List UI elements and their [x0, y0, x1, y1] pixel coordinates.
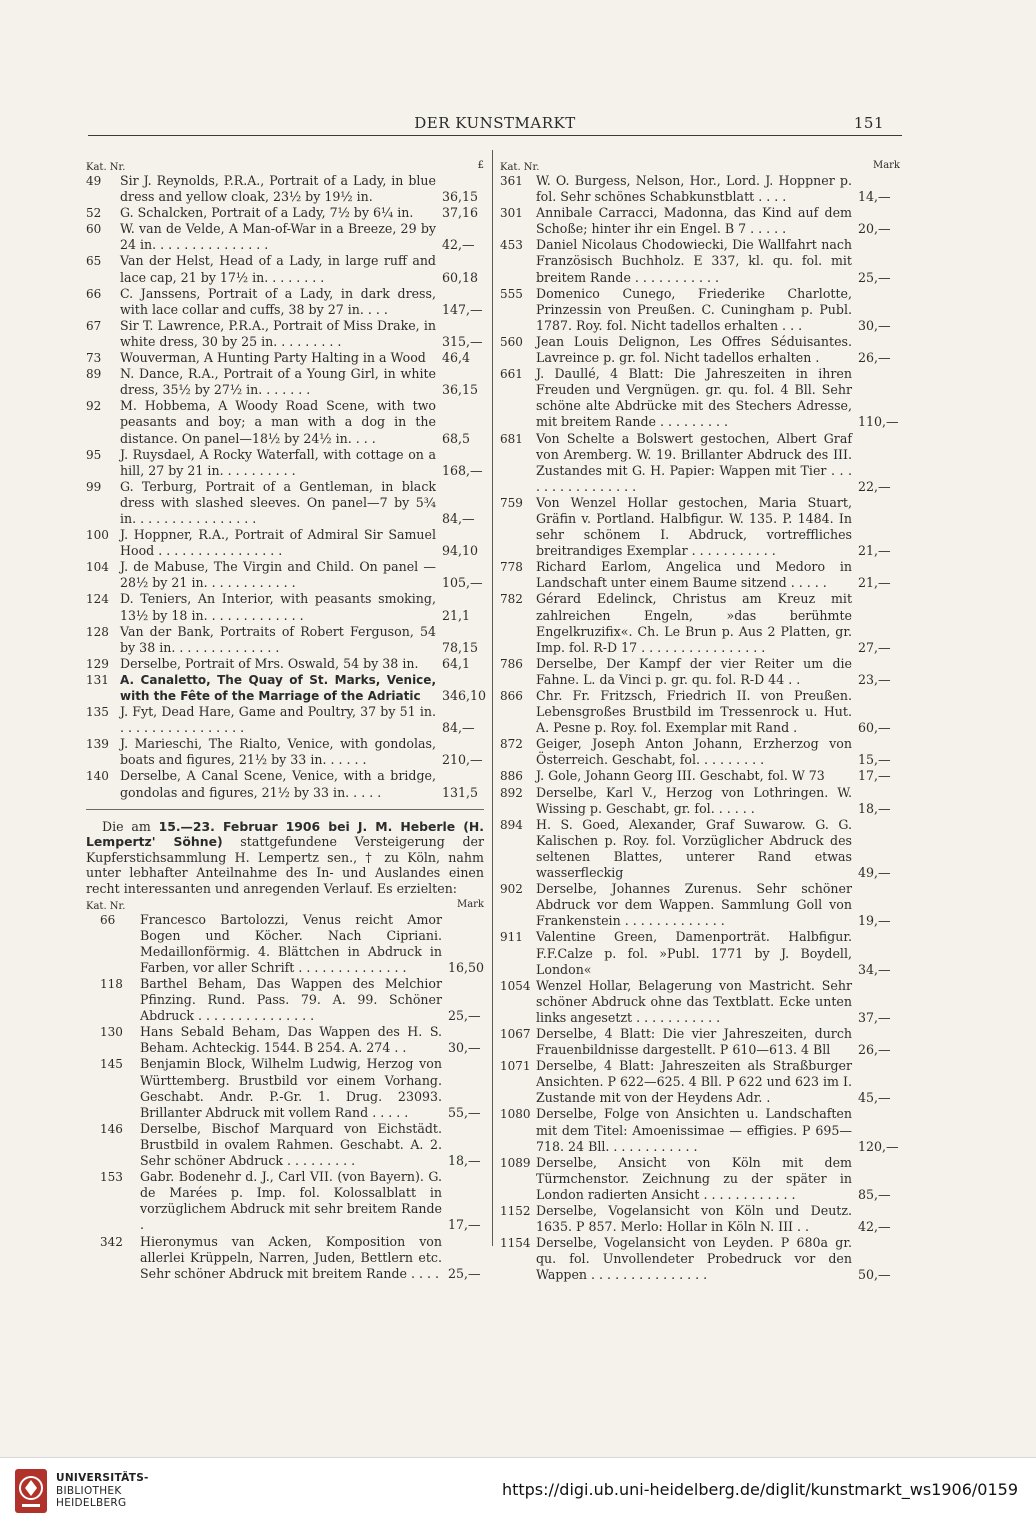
entry-price: 30,— [858, 317, 891, 333]
catalog-entry [86, 253, 484, 285]
entry-number: 555 [500, 286, 523, 301]
entry-description: Derselbe, A Canal Scene, Venice, with a bridge, gondolas and figures, 21½ by 33 in. . . . . [120, 768, 436, 800]
entry-description: Sir J. Reynolds, P.R.A., Portrait of a Lady, in blue dress and yellow cloak, 23½ by 19½ in. [120, 173, 436, 205]
column-header [500, 160, 900, 173]
catalog-entry [86, 318, 484, 350]
catalog-entry [86, 286, 484, 318]
catalog-entry [500, 929, 900, 977]
entry-number: 1054 [500, 978, 531, 993]
entry-description: C. Janssens, Portrait of a Lady, in dark dress, with lace collar and cuffs, 38 by 27 in. . . . [120, 285, 436, 317]
entry-description: Valentine Green, Damenporträt. Halbfigur. F.F.Calze p. fol. »Publ. 1771 by J. Boydell, London« [536, 929, 852, 977]
entry-number: 778 [500, 560, 523, 575]
catalog-entry [86, 704, 484, 736]
entry-description: Geiger, Joseph Anton Johann, Erzherzog von Österreich. Geschabt, fol. . . . . . . . . [536, 736, 852, 768]
entry-number: 911 [500, 930, 523, 945]
catalog-entry [500, 1106, 900, 1154]
catalog-entry [86, 398, 484, 446]
entry-price: 84,— [442, 720, 475, 736]
catalog-entry [500, 978, 900, 1026]
entry-price: 22,— [858, 478, 891, 494]
entry-price: 25,— [858, 269, 891, 285]
entry-description: Jean Louis Delignon, Les Offres Séduisantes. Lavreince p. gr. fol. Nicht tadellos erhalten . [536, 333, 852, 366]
entry-number: 118 [100, 977, 123, 991]
entry-number: 139 [86, 737, 109, 752]
catalog-number-label: Kat. Nr. [86, 162, 126, 173]
permalink-url[interactable]: https://digi.ub.uni-heidelberg.de/diglit/kunstmarkt_ws1906/0159 [501, 1480, 1018, 1499]
entry-number: 902 [500, 882, 523, 897]
entry-price: 36,15 [442, 189, 479, 205]
entry-description: Daniel Nicolaus Chodowiecki, Die Wallfahrt nach Französisch Buchholz. E 337, kl. qu. fol. mit breitem Rande . . . . . . . . . . . [536, 237, 852, 285]
catalog-entry [86, 768, 484, 800]
entry-description: Derselbe, 4 Blatt: Die vier Jahreszeiten, durch Frauenbildnisse dargestellt. P 610—613. 4 Bll [536, 1025, 852, 1058]
entry-description: Van der Bank, Portraits of Robert Ferguson, 54 by 38 in. . . . . . . . . . . . . . [120, 623, 436, 655]
entry-price: 26,— [858, 350, 891, 366]
entry-number: 145 [100, 1057, 123, 1072]
entry-price: 18,— [448, 1153, 481, 1169]
entry-description: Wouverman, A Hunting Party Halting in a Wood [120, 350, 426, 366]
entry-description: Derselbe, Ansicht von Köln mit dem Türmchenstor. Zeichnung zu der später in London radierten Ansicht . . . . . . . . . . . . [536, 1154, 852, 1202]
entry-number: 60 [86, 222, 102, 237]
catalog-entry [500, 366, 900, 430]
entry-description: M. Hobbema, A Woody Road Scene, with two peasants and boy; a man with a dog in the distance. On panel—18½ by 24½ in. . . . [120, 398, 436, 446]
catalog-entry [86, 221, 484, 253]
entry-description: Derselbe, Johannes Zurenus. Sehr schöner Abdruck vor dem Wappen. Sammlung Goll von Frankenstein . . . . . . . . . . . . . [536, 881, 852, 929]
catalog-entry [500, 495, 900, 559]
section-divider [86, 809, 484, 810]
entry-description: Van der Helst, Head of a Lady, in large ruff and lace cap, 21 by 17½ in. . . . . . . . [120, 253, 436, 285]
entry-price: 55,— [448, 1104, 481, 1120]
entry-number: 89 [86, 367, 102, 382]
entry-description: W. van de Velde, A Man-of-War in a Breeze, 29 by 24 in. . . . . . . . . . . . . . . [120, 221, 436, 253]
page-title: DER KUNSTMARKT [414, 114, 576, 132]
column-divider [492, 150, 493, 1246]
entry-description: G. Schalcken, Portrait of a Lady, 7½ by 6¼ in. [120, 205, 414, 221]
catalog-entry [86, 1056, 484, 1120]
entry-number: 73 [86, 351, 102, 366]
entry-price: 64,1 [442, 655, 471, 671]
entry-price: 16,50 [448, 959, 485, 975]
entry-price: 34,— [858, 961, 891, 977]
catalog-entry [500, 736, 900, 768]
entry-price: 210,— [442, 752, 483, 768]
catalog-entry [86, 912, 484, 976]
entry-price: 105,— [442, 575, 483, 591]
entry-description: Von Wenzel Hollar gestochen, Maria Stuart, Gräfin v. Portland. Halbfigur. W. 135. P. 1484. In sehr schönem I. Abdruck, vortreffliches breitrandiges Exemplar . . . . . . . . . . . [536, 494, 852, 559]
entry-number: 453 [500, 238, 523, 253]
catalog-list [86, 173, 487, 801]
catalog-entry [500, 559, 900, 591]
entry-price: 78,15 [442, 639, 479, 655]
library-line: UNIVERSITÄTS- [56, 1472, 149, 1484]
entry-price: 42,— [442, 237, 475, 253]
entry-description: H. S. Goed, Alexander, Graf Suwarow. G. G. Kalischen p. Roy. fol. Vorzüglicher Abdruck des seltenen Blattes, unterer Rand etwas wasserfleckig [536, 816, 852, 881]
entry-description: Hans Sebald Beham, Das Wappen des H. S. Beham. Achteckig. 1544. B 254. A. 274 . . [140, 1024, 442, 1056]
catalog-entry [500, 237, 900, 285]
entry-price: 49,— [858, 865, 891, 881]
catalog-entry [86, 1234, 484, 1282]
entry-price: 27,— [858, 639, 891, 655]
entry-price: 50,— [858, 1267, 891, 1283]
entry-number: 1067 [500, 1026, 531, 1041]
catalog-list [86, 912, 484, 1282]
catalog-entry [86, 350, 484, 366]
entry-description: Derselbe, Folge von Ansichten u. Landschaften mit dem Titel: Amoenissimae — effigies. P 695—718. 24 Bll. . . . . . . . . . . . [536, 1106, 852, 1154]
entry-description: Derselbe, Vogelansicht von Köln und Deutz. 1635. P 857. Merlo: Hollar in Köln N. III . . [536, 1203, 852, 1235]
entry-description: Derselbe, 4 Blatt: Jahreszeiten als Straßburger Ansichten. P 622—625. 4 Bll. P 622 und 623 im I. Zustande mit von der Heydens Adr. . [536, 1058, 852, 1106]
entry-number: 128 [86, 624, 109, 639]
entry-price: 315,— [442, 333, 483, 349]
entry-description: J. Gole, Johann Georg III. Geschabt, fol. W 73 [536, 768, 825, 784]
catalog-entry [500, 817, 900, 881]
entry-number: 52 [86, 206, 102, 221]
entry-price: 21,— [858, 543, 891, 559]
entry-description: N. Dance, R.A., Portrait of a Young Girl, in white dress, 35½ by 27½ in. . . . . . . [120, 366, 436, 398]
entry-description: J. Fyt, Dead Hare, Game and Poultry, 37 by 51 in. . . . . . . . . . . . . . . . . [120, 704, 436, 736]
entry-number: 892 [500, 785, 523, 800]
entry-number: 130 [100, 1025, 123, 1040]
entry-description: G. Terburg, Portrait of a Gentleman, in black dress with slashed sleeves. On panel—7 by 5¾ in. . . . . . . . . . . . . . . . [120, 478, 436, 526]
entry-description: Gabr. Bodenehr d. J., Carl VII. (von Bayern). G. de Marées p. Imp. fol. Kolossalblatt in vorzüglichem Abdruck mit sehr breitem Rande . [140, 1169, 442, 1233]
entry-price: 60,— [858, 720, 891, 736]
entry-description: A. Canaletto, The Quay of St. Marks, Venice, with the Fête of the Marriage of the Adriatic [120, 672, 436, 703]
catalog-entry [500, 1155, 900, 1203]
entry-number: 104 [86, 560, 109, 575]
catalog-entry [86, 527, 484, 559]
catalog-entry [86, 736, 484, 768]
catalog-entry [500, 768, 900, 784]
entry-price: 21,— [858, 575, 891, 591]
entry-description: Domenico Cunego, Friederike Charlotte, Prinzessin von Preußen. C. Cuningham p. Publ. 1787. Roy. fol. Nicht tadellos erhalten . . . [536, 285, 852, 333]
entry-number: 786 [500, 656, 523, 671]
entry-description: J. Marieschi, The Rialto, Venice, with gondolas, boats and figures, 21½ by 33 in. . . . . . [120, 736, 436, 768]
catalog-entry [86, 672, 487, 704]
entry-price: 46,4 [442, 350, 471, 366]
entry-description: J. Daullé, 4 Blatt: Die Jahreszeiten in ihren Freuden und Vergnügen. gr. qu. fol. 4 Bll. Sehr schöne alte Abdrücke mit des Stechers Adresse, mit breitem Rande . . . . . . . . . [536, 366, 852, 430]
entry-price: 18,— [858, 800, 891, 816]
entry-price: 25,— [448, 1008, 481, 1024]
catalog-entry [500, 205, 900, 237]
catalog-number-label: Kat. Nr. [500, 162, 540, 173]
intro-highlight: 15.—23. Februar 1906 bei J. M. Heberle (H. Lempertz' Söhne) [86, 818, 484, 850]
catalog-entry [500, 785, 900, 817]
entry-description: Francesco Bartolozzi, Venus reicht Amor Bogen und Köcher. Nach Cipriani. Medaillonförmig. 4. Blättchen in Abdruck in Farben, vor aller Schrift . . . . . . . . . . . . . . [140, 911, 442, 975]
viewer-footer [0, 1457, 1036, 1526]
entry-number: 67 [86, 318, 102, 333]
auction-report [86, 819, 484, 897]
right-column [500, 160, 900, 1283]
entry-description: Derselbe, Portrait of Mrs. Oswald, 54 by 38 in. [120, 655, 419, 671]
entry-price: 60,18 [442, 269, 479, 285]
intro-text: Die am [102, 818, 151, 834]
entry-price: 94,10 [442, 543, 479, 559]
entry-price: 346,10 [442, 688, 487, 703]
entry-description: Chr. Fr. Fritzsch, Friedrich II. von Preußen. Lebensgroßes Brustbild im Tressenrock u. Hut. A. Pesne p. Roy. fol. Exemplar mit Rand . [536, 688, 852, 736]
entry-number: 129 [86, 656, 109, 671]
catalog-list [500, 173, 900, 1283]
entry-price: 84,— [442, 510, 475, 526]
column-header [86, 899, 484, 912]
catalog-entry [86, 976, 484, 1024]
entry-description: W. O. Burgess, Nelson, Hor., Lord. J. Hoppner p. fol. Sehr schönes Schabkunstblatt . . . . [536, 173, 852, 205]
currency-label: Mark [456, 898, 484, 910]
catalog-entry [86, 205, 484, 221]
left-column [86, 160, 487, 1282]
entry-price: 26,— [858, 1042, 891, 1058]
catalog-entry [500, 1235, 900, 1283]
catalog-entry [500, 431, 900, 495]
entry-number: 92 [86, 399, 102, 414]
entry-description: Benjamin Block, Wilhelm Ludwig, Herzog von Württemberg. Brustbild vor einem Vorhang. Geschabt. Andr. P.-Gr. 1. Drug. 23093. Brillanter Abdruck mit vollem Rand . . . . . [140, 1056, 442, 1120]
entry-price: 85,— [858, 1186, 891, 1202]
entry-price: 45,— [858, 1090, 891, 1106]
entry-number: 100 [86, 528, 109, 543]
catalog-entry [86, 447, 484, 479]
catalog-entry [500, 286, 900, 334]
catalog-entry [500, 334, 900, 366]
intro-text: stattgefundene Versteigerung der Kupferstichsammlung H. Lempertz sen., † zu Köln, nahm unter lebhafter Anteilnahme des In- und Auslandes einen recht interessanten und anregenden Verlauf. Es erzielten: [86, 834, 484, 897]
catalog-entry [86, 559, 484, 591]
library-name[interactable] [56, 1472, 149, 1510]
entry-description: Wenzel Hollar, Belagerung von Mastricht. Sehr schöner Abdruck ohne das Textblatt. Ecke unten links angesetzt . . . . . . . . . . . [536, 977, 852, 1025]
entry-description: Hieronymus van Acken, Komposition von allerlei Krüppeln, Narren, Juden, Bettlern etc. Sehr schöner Abdruck mit breitem Rande . . . . [140, 1233, 442, 1281]
library-line: HEIDELBERG [56, 1497, 127, 1509]
catalog-entry [86, 173, 484, 205]
entry-number: 66 [100, 912, 116, 927]
entry-price: 110,— [858, 414, 899, 430]
entry-price: 131,5 [442, 784, 479, 800]
entry-description: J. Hoppner, R.A., Portrait of Admiral Sir Samuel Hood . . . . . . . . . . . . . . . . [120, 527, 436, 559]
entry-number: 361 [500, 174, 523, 188]
entry-number: 49 [86, 174, 102, 188]
entry-description: Richard Earlom, Angelica und Medoro in Landschaft unter einem Baume sitzend . . . . . [536, 559, 852, 591]
entry-price: 30,— [448, 1040, 481, 1056]
entry-number: 1071 [500, 1059, 531, 1074]
entry-description: Annibale Carracci, Madonna, das Kind auf dem Schoße; hinter ihr ein Engel. B 7 . . . . . [536, 205, 852, 237]
entry-number: 886 [500, 769, 523, 784]
entry-description: D. Teniers, An Interior, with peasants smoking, 13½ by 18 in. . . . . . . . . . . . . [120, 591, 436, 623]
running-head [88, 114, 902, 136]
catalog-entry [86, 591, 484, 623]
entry-description: Barthel Beham, Das Wappen des Melchior Pfinzing. Rund. Pass. 79. A. 99. Schöner Abdruck . . . . . . . . . . . . . . . [140, 976, 442, 1024]
entry-number: 99 [86, 479, 102, 494]
entry-number: 681 [500, 431, 523, 446]
entry-price: 120,— [858, 1138, 899, 1154]
entry-number: 1089 [500, 1155, 531, 1170]
entry-number: 1154 [500, 1236, 531, 1251]
currency-label: £ [477, 160, 484, 171]
catalog-entry [500, 173, 900, 205]
entry-number: 153 [100, 1170, 123, 1185]
entry-price: 25,— [448, 1265, 481, 1281]
entry-number: 131 [86, 672, 109, 687]
catalog-entry [500, 1203, 900, 1235]
catalog-entry [86, 1121, 484, 1169]
catalog-entry [500, 591, 900, 655]
catalog-entry [500, 656, 900, 688]
column-header [86, 160, 484, 173]
catalog-entry [86, 1024, 484, 1056]
entry-number: 759 [500, 495, 523, 510]
entry-number: 135 [86, 705, 109, 720]
catalog-entry [500, 1026, 900, 1058]
entry-number: 782 [500, 592, 523, 607]
catalog-entry [86, 624, 484, 656]
entry-price: 168,— [442, 462, 483, 478]
entry-price: 42,— [858, 1219, 891, 1235]
entry-number: 1152 [500, 1204, 531, 1218]
entry-price: 36,15 [442, 382, 479, 398]
entry-price: 147,— [442, 301, 483, 317]
catalog-entry [500, 688, 900, 736]
catalog-entry [86, 1169, 484, 1233]
catalog-entry [86, 366, 484, 398]
entry-price: 37,— [858, 1009, 891, 1025]
entry-description: Derselbe, Der Kampf der vier Reiter um die Fahne. L. da Vinci p. gr. qu. fol. R-D 44 . . [536, 655, 852, 687]
library-line: BIBLIOTHEK [56, 1484, 122, 1497]
entry-number: 65 [86, 254, 102, 269]
entry-description: J. de Mabuse, The Virgin and Child. On panel —28½ by 21 in. . . . . . . . . . . . [120, 559, 436, 591]
entry-description: Sir T. Lawrence, P.R.A., Portrait of Miss Drake, in white dress, 30 by 25 in. . . . . . . . . [120, 317, 436, 349]
entry-number: 342 [100, 1234, 123, 1249]
entry-price: 20,— [858, 221, 891, 237]
catalog-entry [86, 656, 484, 672]
entry-number: 560 [500, 334, 523, 349]
entry-number: 872 [500, 737, 523, 752]
entry-description: Von Schelte a Bolswert gestochen, Albert Graf von Aremberg. W. 19. Brillanter Abdruck des III. Zustandes mit G. H. Papier: Wappen mit Tier . . . . . . . . . . . . . . . . [536, 430, 852, 494]
entry-number: 1080 [500, 1107, 531, 1122]
university-seal-icon[interactable] [14, 1468, 48, 1514]
entry-price: 17,— [858, 768, 891, 784]
catalog-entry [500, 1058, 900, 1106]
entry-number: 866 [500, 689, 523, 703]
entry-price: 23,— [858, 671, 891, 687]
entry-description: J. Ruysdael, A Rocky Waterfall, with cottage on a hill, 27 by 21 in. . . . . . . . . . [120, 446, 436, 478]
entry-price: 21,1 [442, 607, 471, 623]
entry-price: 17,— [448, 1217, 481, 1233]
page-number: 151 [853, 114, 884, 132]
entry-description: Derselbe, Bischof Marquard von Eichstädt. Brustbild in ovalem Rahmen. Geschabt. A. 2. Sehr schöner Abdruck . . . . . . . . . [140, 1120, 442, 1169]
entry-price: 68,5 [442, 430, 471, 446]
entry-description: Derselbe, Karl V., Herzog von Lothringen. W. Wissing p. Geschabt, gr. fol. . . . . . [536, 784, 852, 816]
entry-number: 146 [100, 1121, 123, 1136]
entry-number: 95 [86, 447, 102, 462]
entry-price: 14,— [858, 189, 891, 205]
entry-number: 140 [86, 769, 109, 784]
entry-price: 37,16 [442, 205, 479, 221]
entry-number: 894 [500, 817, 523, 832]
entry-number: 661 [500, 367, 523, 382]
entry-description: Gérard Edelinck, Christus am Kreuz mit zahlreichen Engeln, »das berühmte Engelkruzifix«. Ch. Le Brun p. Aus 2 Platten, gr. Imp. fol. R-D 17 . . . . . . . . . . . . . . . . [536, 591, 852, 655]
entry-number: 66 [86, 286, 102, 301]
entry-price: 19,— [858, 913, 891, 929]
entry-number: 124 [86, 592, 109, 607]
entry-description: Derselbe, Vogelansicht von Leyden. P 680a gr. qu. fol. Unvollendeter Probedruck vor den Wappen . . . . . . . . . . . . . . . [536, 1235, 852, 1283]
currency-label: Mark [872, 160, 900, 171]
catalog-entry [500, 881, 900, 929]
catalog-entry [86, 479, 484, 527]
entry-price: 15,— [858, 752, 891, 768]
entry-number: 301 [500, 206, 523, 221]
catalog-number-label: Kat. Nr. [86, 900, 126, 912]
